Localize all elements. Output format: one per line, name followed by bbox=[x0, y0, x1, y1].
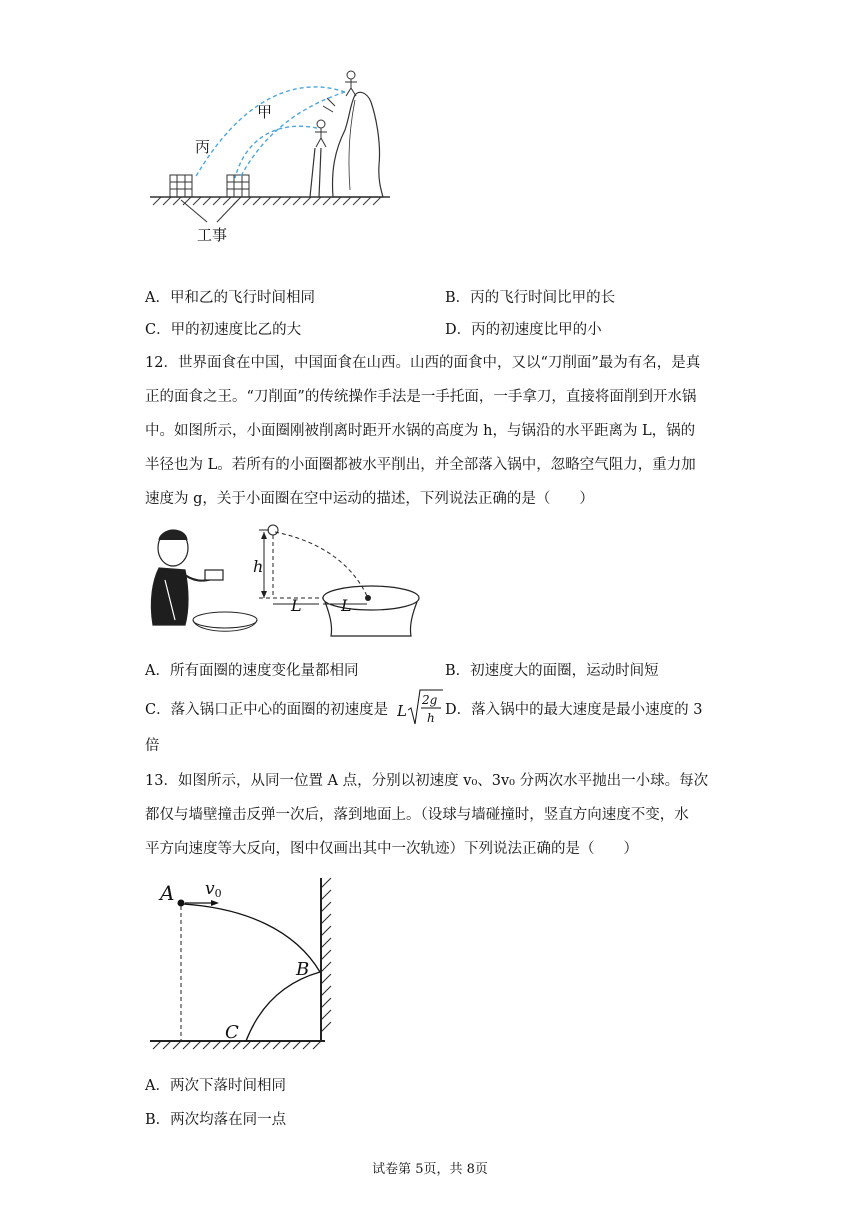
label-L2: L bbox=[341, 596, 352, 615]
figure-projectile-mountain bbox=[145, 60, 405, 250]
q13-line-2: 都仅与墙壁撞击反弹一次后，落到地面上。（设球与墙碰撞时，竖直方向速度不变，水 bbox=[145, 807, 689, 823]
q12-line-1: 12．世界面食在中国，中国面食在山西。山西的面食中，又以“刀削面”最为有名，是真 bbox=[145, 355, 701, 371]
person-middle-icon bbox=[317, 120, 325, 128]
trajectory-yi bbox=[235, 126, 317, 178]
noodle-start-point bbox=[268, 525, 278, 535]
label-v0: v0 bbox=[205, 879, 222, 900]
figure-wall-bounce bbox=[145, 870, 350, 1060]
fortification-left bbox=[170, 175, 192, 197]
label-a: A bbox=[160, 881, 175, 905]
formula-num: 2g bbox=[422, 693, 438, 707]
q12-option-d-cont: 倍 bbox=[145, 738, 160, 754]
q12-option-a: A．所有面圈的速度变化量都相同 bbox=[145, 663, 359, 679]
label-L1: L bbox=[291, 596, 302, 615]
trajectory-bing bbox=[240, 92, 345, 178]
q13-line-1: 13．如图所示，从同一位置 A 点，分别以初速度 v₀、3v₀ 分两次水平抛出一小球。每次 bbox=[145, 773, 709, 789]
formula-coef: L bbox=[397, 702, 407, 720]
point-a bbox=[178, 900, 185, 907]
q12-option-b: B．初速度大的面圈，运动时间短 bbox=[445, 663, 659, 679]
q12-line-4: 半径也为 L。若所有的小面圈都被水平削出，并全部落入锅中，忽略空气阻力，重力加 bbox=[145, 457, 696, 473]
label-gongshi: 工事 bbox=[197, 226, 228, 244]
q12-option-c: C．落入锅口正中心的面圈的初速度是 bbox=[145, 702, 389, 718]
fortification-right bbox=[227, 175, 249, 197]
formula-den: h bbox=[427, 711, 435, 725]
chef-figure bbox=[151, 530, 223, 625]
page-footer: 试卷第 5页，共 8页 bbox=[372, 1162, 488, 1177]
q11-option-b: B．丙的飞行时间比甲的长 bbox=[445, 290, 616, 306]
mountain bbox=[333, 92, 384, 197]
q12-line-5: 速度为 g，关于小面圈在空中运动的描述，下列说法正确的是（ ） bbox=[145, 491, 594, 507]
trajectory-to-ground bbox=[246, 972, 320, 1041]
person-top-icon bbox=[347, 71, 355, 79]
label-c: C bbox=[225, 1022, 239, 1043]
q13-option-a: A．两次下落时间相同 bbox=[145, 1078, 286, 1094]
q12-line-2: 正的面食之王。“刀削面”的传统操作手法是一手托面，一手拿刀，直接将面削到开水锅 bbox=[145, 389, 697, 405]
q12-option-d: D．落入锅中的最大速度是最小速度的 3 bbox=[445, 702, 703, 718]
q12-line-3: 中。如图所示，小面圈刚被削离时距开水锅的高度为 h，与锅沿的水平距离为 L，锅的 bbox=[145, 423, 696, 439]
figure-knife-noodle bbox=[145, 520, 435, 645]
label-b: B bbox=[296, 959, 310, 980]
label-h: h bbox=[253, 557, 264, 576]
q11-option-c: C．甲的初速度比乙的大 bbox=[145, 322, 302, 338]
q13-option-b: B．两次均落在同一点 bbox=[145, 1112, 287, 1128]
label-bing: 丙 bbox=[195, 138, 211, 156]
q13-line-3: 平方向速度等大反向，图中仅画出其中一次轨迹）下列说法正确的是（ ） bbox=[145, 841, 638, 857]
q11-option-d: D．丙的初速度比甲的小 bbox=[445, 322, 602, 338]
label-jia: 甲 bbox=[257, 103, 273, 121]
q11-option-a: A．甲和乙的飞行时间相同 bbox=[145, 290, 315, 306]
formula-sqrt bbox=[397, 686, 445, 732]
